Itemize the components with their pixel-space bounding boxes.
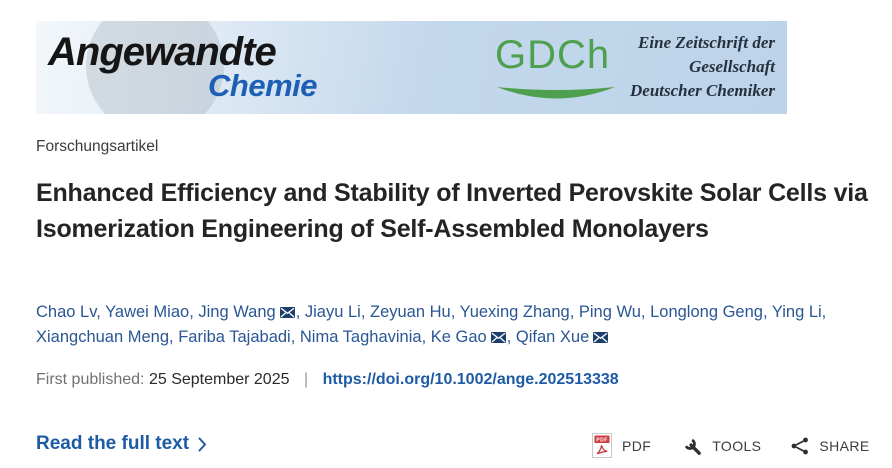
journal-logo-angewandte: Angewandte <box>48 30 276 74</box>
author-name[interactable]: Longlong Geng <box>650 303 763 321</box>
gdch-bowl-icon <box>494 85 618 112</box>
pdf-label: PDF <box>622 437 652 454</box>
journal-banner <box>36 21 787 114</box>
author-name[interactable]: Ying Li <box>771 303 822 321</box>
author-name[interactable]: Qifan Xue <box>515 328 590 346</box>
author-name[interactable]: Zeyuan Hu <box>370 303 451 321</box>
author-name[interactable]: Jing Wang <box>198 303 276 321</box>
author-name[interactable]: Ping Wu <box>578 303 641 321</box>
chevron-right-icon <box>198 437 207 452</box>
read-full-text-link[interactable] <box>36 433 207 455</box>
author-name[interactable]: Chao Lv <box>36 303 97 321</box>
separator: | <box>303 371 309 388</box>
journal-logo-chemie: Chemie <box>208 68 317 103</box>
author-name[interactable]: Nima Taghavinia <box>299 328 422 346</box>
email-icon[interactable] <box>280 301 295 325</box>
share-button[interactable] <box>791 437 869 455</box>
share-label: SHARE <box>819 437 870 454</box>
author-name[interactable]: Jiayu Li <box>304 303 361 321</box>
society-tagline <box>630 31 775 103</box>
article-category: Forschungsartikel <box>36 138 159 155</box>
tools-button[interactable] <box>681 435 761 456</box>
author-name[interactable]: Yuexing Zhang <box>459 303 570 321</box>
article-title: Enhanced Efficiency and Stability of Inverted Perovskite Solar Cells via Isomerization Engineering of Self-Assembled Monolayers <box>36 179 868 243</box>
email-icon[interactable] <box>491 326 506 350</box>
tagline-line-1: Eine Zeitschrift der <box>638 33 775 52</box>
author-name[interactable]: Yawei Miao <box>105 303 190 321</box>
author-name[interactable]: Fariba Tajabadi <box>178 328 291 346</box>
author-name[interactable]: Ke Gao <box>430 328 487 346</box>
pdf-button[interactable] <box>592 433 651 458</box>
read-full-text-label: Read the full text <box>36 433 190 454</box>
share-icon <box>791 437 809 455</box>
wrench-icon <box>681 435 702 456</box>
gdch-logo: GDCh <box>495 33 611 77</box>
first-published-date: 25 September 2025 <box>148 371 290 388</box>
pdf-icon <box>592 433 612 458</box>
author-list: Chao Lv, Yawei Miao, Jing Wang , Jiayu Li, Zeyuan Hu, Yuexing Zhang, Ping Wu, Longlong Geng, Ying Li, Xiangchuan Meng, Fariba Tajabadi, Nima Taghavinia, Ke Gao , Qifan Xue <box>36 300 868 350</box>
email-icon[interactable] <box>593 326 608 350</box>
tagline-line-3: Deutscher Chemiker <box>630 81 775 100</box>
tools-label: TOOLS <box>712 437 762 454</box>
publication-info <box>36 371 619 389</box>
author-name[interactable]: Xiangchuan Meng <box>36 328 170 346</box>
tagline-line-2: Gesellschaft <box>689 57 775 76</box>
first-published-label: First published: <box>36 371 145 388</box>
svg-text:PDF: PDF <box>596 437 608 444</box>
action-bar <box>592 433 870 458</box>
doi-link[interactable]: https://doi.org/10.1002/ange.202513338 <box>322 371 619 388</box>
